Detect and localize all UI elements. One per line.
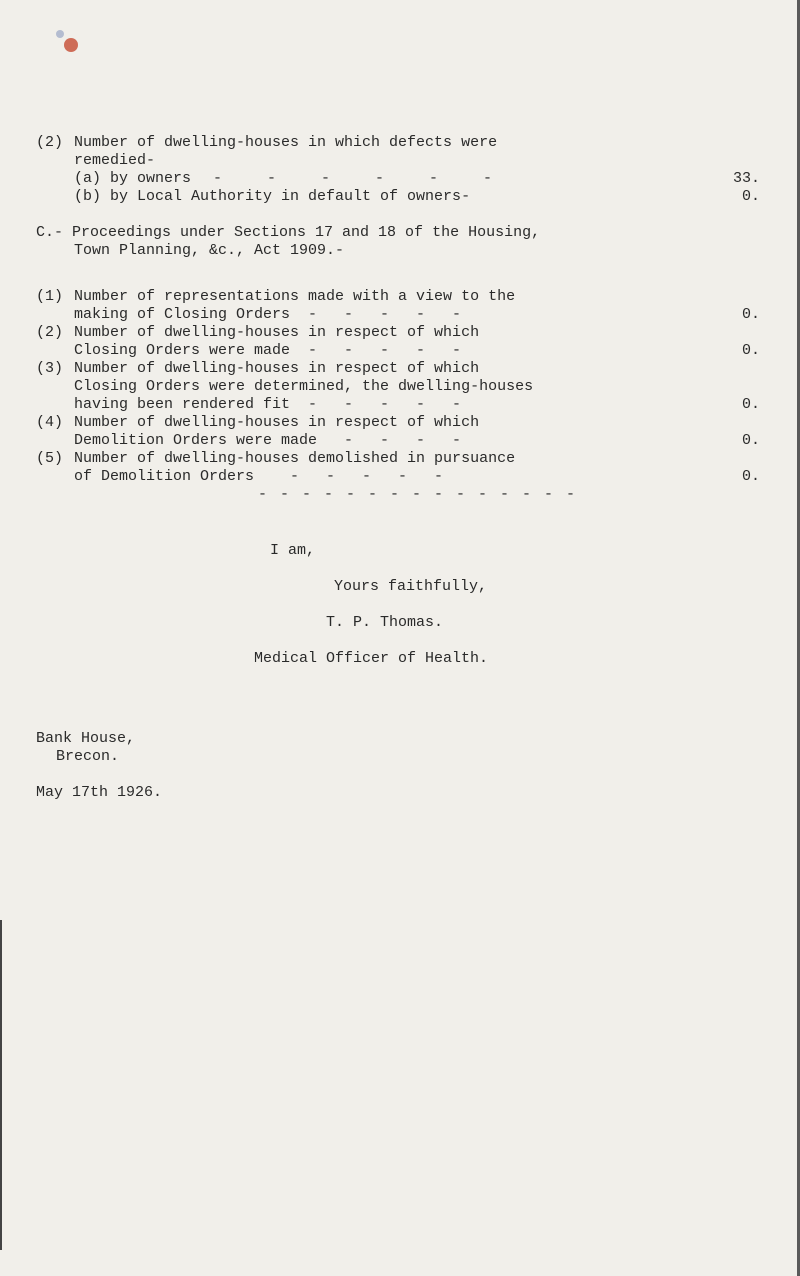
- item-text: Closing Orders were determined, the dwelling-houses: [74, 378, 534, 395]
- address-line: Brecon.: [56, 748, 120, 765]
- item-value: 0.: [741, 306, 760, 323]
- item-text: having been rendered fit - - - - -: [74, 396, 462, 413]
- item-value: 0.: [741, 342, 760, 359]
- item-text: Number of dwelling-houses demolished in pursuance: [74, 450, 516, 467]
- binding-edge: [0, 920, 2, 1250]
- item-text: Number of dwelling-houses in which defects were: [74, 134, 498, 151]
- leader-dashes: - - - - - -: [204, 170, 493, 187]
- item-text: Number of dwelling-houses in respect of which: [74, 360, 480, 377]
- item-text: making of Closing Orders - - - - -: [74, 306, 462, 323]
- item-number: (3): [36, 360, 64, 377]
- item-text: remedied-: [74, 152, 156, 169]
- item-value: 0.: [741, 432, 760, 449]
- item-text: of Demolition Orders - - - - -: [74, 468, 444, 485]
- subitem-a-value: 33.: [732, 170, 760, 187]
- ink-stain-mark: [64, 38, 78, 52]
- item-number: (4): [36, 414, 64, 431]
- subitem-b-value: 0.: [741, 188, 760, 205]
- valediction: Yours faithfully,: [334, 578, 488, 595]
- item-number: (2): [36, 134, 64, 151]
- item-text: Closing Orders were made - - - - -: [74, 342, 462, 359]
- item-number: (1): [36, 288, 64, 305]
- item-number: (5): [36, 450, 64, 467]
- subitem-b-label: (b) by Local Authority in default of owners-: [74, 188, 471, 205]
- item-value: 0.: [741, 396, 760, 413]
- subitem-a-label: (a) by owners: [74, 170, 192, 187]
- item-text: Number of dwelling-houses in respect of which: [74, 324, 480, 341]
- salutation: I am,: [270, 542, 316, 559]
- section-heading: Town Planning, &c., Act 1909.-: [74, 242, 345, 259]
- dashed-divider: - - - - - - - - - - - - - - -: [258, 486, 578, 503]
- signatory-title: Medical Officer of Health.: [254, 650, 489, 667]
- ink-speck-mark: [56, 30, 64, 38]
- item-number: (2): [36, 324, 64, 341]
- item-text: Demolition Orders were made - - - -: [74, 432, 462, 449]
- address-line: Bank House,: [36, 730, 136, 747]
- item-value: 0.: [741, 468, 760, 485]
- letter-date: May 17th 1926.: [36, 784, 163, 801]
- signatory-name: T. P. Thomas.: [326, 614, 444, 631]
- item-text: Number of representations made with a view to the: [74, 288, 516, 305]
- section-heading: C.- Proceedings under Sections 17 and 18 of the Housing,: [36, 224, 541, 241]
- item-text: Number of dwelling-houses in respect of which: [74, 414, 480, 431]
